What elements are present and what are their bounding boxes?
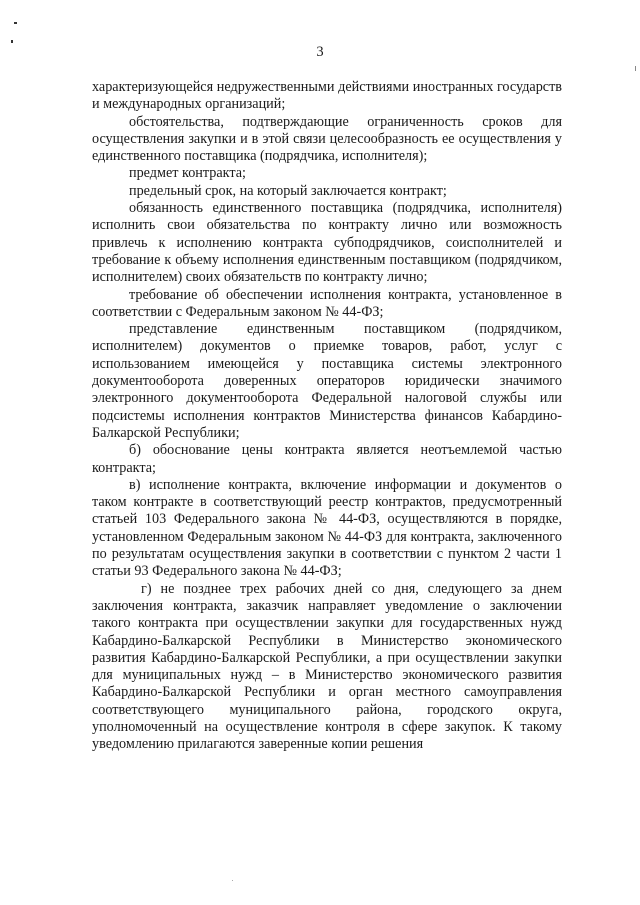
paragraph: представление единственным поставщиком (подрядчиком, исполнителем) документов о приемке товаров, работ, услуг с использованием имеющейся у поставщика системы электронного документооборота доверенных операторов юридически значимого электронного документооборота Федеральной налоговой службы или подсистемы исполнения контрактов Министерства финансов Кабардино-Балкарской Республики; <box>92 321 562 441</box>
scan-artifact <box>635 66 636 71</box>
scan-artifact <box>14 22 17 24</box>
scan-artifact <box>11 40 13 43</box>
paragraph: в) исполнение контракта, включение информации и документов о таком контракте в соответствующий реестр контрактов, предусмотренный статьей 103 Федерального закона № 44-ФЗ, осуществляются в порядке, установленном Федеральным законом № 44-ФЗ для контракта, заключенного по результатам осуществления закупки в соответствии с пунктом 2 части 1 статьи 93 Федерального закона № 44-ФЗ; <box>92 476 562 580</box>
page-number: 3 <box>316 44 324 60</box>
paragraph: обязанность единственного поставщика (подрядчика, исполнителя) исполнить свои обязательства по контракту лично или возможность привлечь к исполнению контракта субподрядчиков, соисполнителей и требование к объему исполнения единственным поставщиком (подрядчиком, исполнителем) своих обязательств по контракту лично; <box>92 200 562 286</box>
document-body <box>92 79 562 754</box>
paragraph: б) обоснование цены контракта является неотъемлемой частью контракта; <box>92 442 562 476</box>
paragraph: г) не позднее трех рабочих дней со дня, следующего за днем заключения контракта, заказчик направляет уведомление о заключении такого контракта при осуществлении закупки для государственных нужд Кабардино-Балкарской Республики в Министерство экономического развития Кабардино-Балкарской Республики, а при осуществлении закупки для муниципальных нужд – в Министерство экономического развития Кабардино-Балкарской Республики и орган местного самоуправления соответствующего муниципального района, городского округа, уполномоченный на осуществление контроля в сфере закупок. К такому уведомлению прилагаются заверенные копии решения <box>92 580 562 753</box>
scan-artifact <box>232 880 233 881</box>
paragraph: требование об обеспечении исполнения контракта, установленное в соответствии с Федеральным законом № 44-ФЗ; <box>92 286 562 320</box>
paragraph: предмет контракта; <box>129 165 246 182</box>
paragraph: характеризующейся недружественными действиями иностранных государств и международных организаций; <box>92 79 562 113</box>
paragraph: обстоятельства, подтверждающие ограниченность сроков для осуществления закупки и в этой связи целесообразность ее осуществления у единственного поставщика (подрядчика, исполнителя); <box>92 113 562 165</box>
paragraph: предельный срок, на который заключается контракт; <box>129 182 447 199</box>
